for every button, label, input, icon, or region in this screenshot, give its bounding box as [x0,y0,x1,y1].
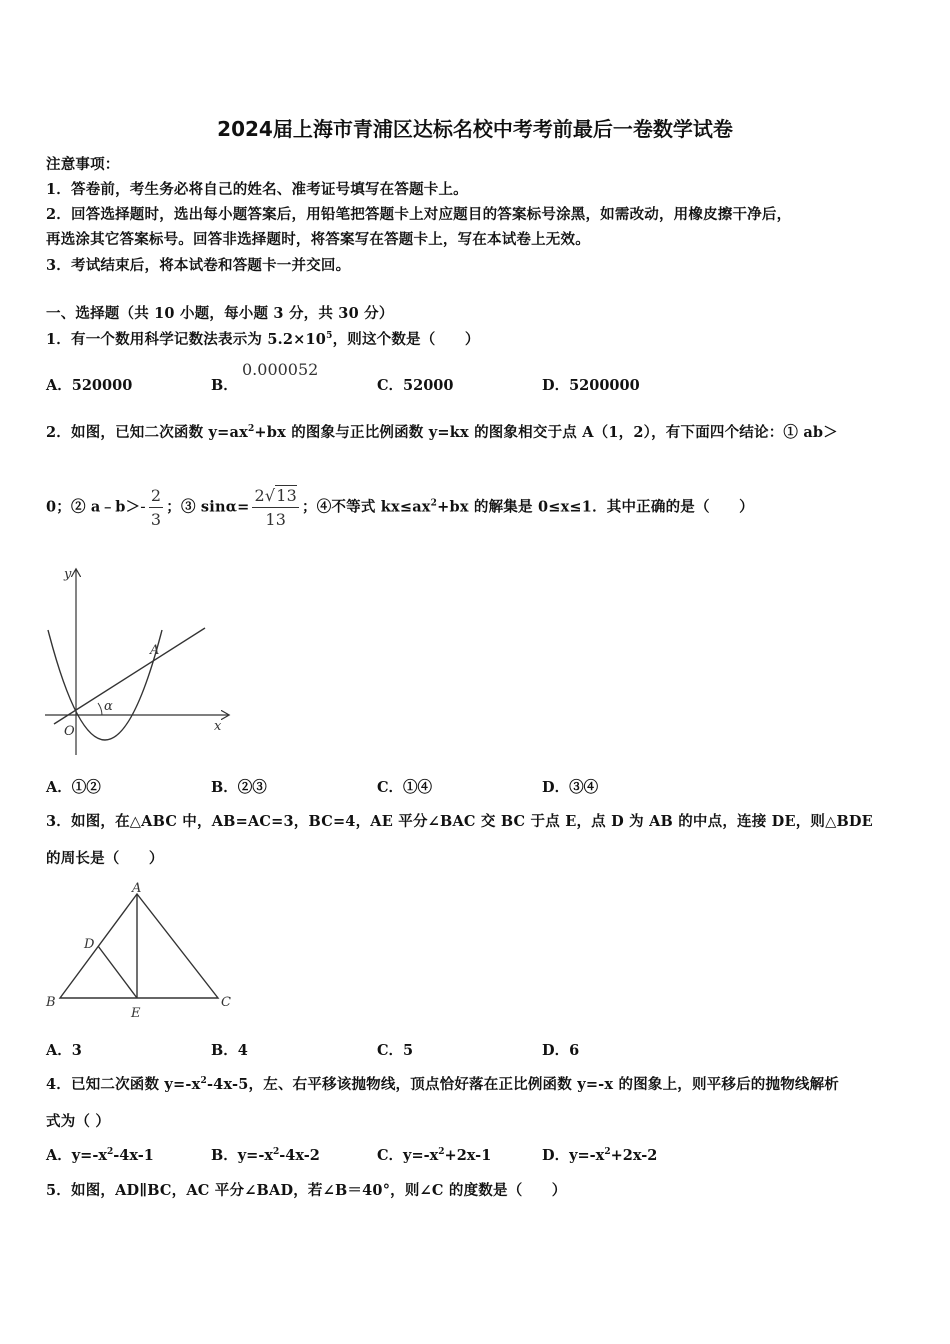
notice-item: 1．答卷前，考生务必将自己的姓名、准考证号填写在答题卡上。 [46,181,468,198]
option-d: D．$y=-x^2+2x-2$ [542,1147,658,1164]
option-d: D．5200000 [542,377,640,394]
label-o: O [64,724,75,739]
q2-graph-figure [40,560,240,760]
question-5-stem: 5．如图，AD∥BC，AC 平分∠BAD，若∠B＝40°，则∠C 的度数是（ ） [46,1182,567,1199]
label-y: y [64,567,72,582]
label-d: D [84,937,95,952]
angle-arc [98,703,102,715]
label-x: x [214,719,222,734]
page-title: 2024届上海市青浦区达标名校中考考前最后一卷数学试卷 [217,117,733,141]
option-a: A．①② [46,779,101,796]
notice-heading: 注意事项： [46,156,120,173]
option-a: A．$y=-x^2-4x-1$ [46,1147,154,1164]
notice-item: 3．考试结束后，将本试卷和答题卡一并交回。 [46,257,351,274]
fraction: $\frac{2}{3}$ [150,486,162,529]
question-4-stem: 4．已知二次函数 $y=-x^2-4x-5$，左、右平移该抛物线，顶点恰好落在正比例函数 y=-x 的图象上，则平移后的抛物线解析 [46,1076,839,1093]
label-a: A [150,643,160,658]
option-b: B．②③ [211,779,267,796]
label-c: C [221,995,231,1010]
section-heading: 一、选择题（共 10 小题，每小题 3 分，共 30 分） [46,305,394,322]
label-e: E [131,1006,141,1021]
option-c: C．$y=-x^2+2x-1$ [377,1147,492,1164]
question-3-stem: 3．如图，在△ABC 中，AB=AC=3，BC=4，AE 平分∠BAC 交 BC 于点 E，点 D 为 AB 的中点，连接 DE，则△BDE [46,813,873,830]
option-c: C．52000 [377,377,454,394]
fraction: $\frac{2√13}{13}$ [254,486,298,529]
option-b: B． [211,377,238,394]
segment-de [98,946,137,998]
option-d: D．③④ [542,779,599,796]
question-3-stem-cont: 的周长是（ ） [46,850,164,867]
notice-item: 再选涂其它答案标号。回答非选择题时，将答案写在答题卡上，写在本试卷上无效。 [46,231,590,248]
option-b: B．$y=-x^2-4x-2$ [211,1147,320,1164]
line-ykx [54,628,205,724]
label-a: A [132,881,142,896]
question-1-stem: 1．有一个数用科学记数法表示为 $5.2\times 10^5$，则这个数是（ ） [46,331,480,348]
label-alpha: α [104,699,113,714]
option-a: A．520000 [46,377,133,394]
notice-item: 2．回答选择题时，选出每小题答案后，用铅笔把答题卡上对应题目的答案标号涂黑，如需改动，用橡皮擦干净后， [46,206,792,223]
question-2-stem: 2．如图，已知二次函数 $y=ax^2+bx$ 的图象与正比例函数 y=kx 的图象相交于点 A（1，2），有下面四个结论：① ab＞ [46,424,838,441]
option-c: C．①④ [377,779,433,796]
option-c: C．5 [377,1042,414,1059]
option-d: D．6 [542,1042,580,1059]
q3-triangle-figure [40,878,240,1023]
option-b-value: 0.000052 [242,360,319,379]
option-a: A．3 [46,1042,82,1059]
question-2-stem-cont: 0；② a﹣b＞- $\frac{2}{3}$ ；③ sinα= $\frac{2√13}{13}$ ；④不等式 $kx\le ax^2+bx$ 的解集是 0≤x≤1．其中正确的是（ ） [46,486,754,529]
option-b: B．4 [211,1042,248,1059]
label-b: B [46,995,56,1010]
question-4-stem-cont: 式为（ ） [46,1113,111,1130]
